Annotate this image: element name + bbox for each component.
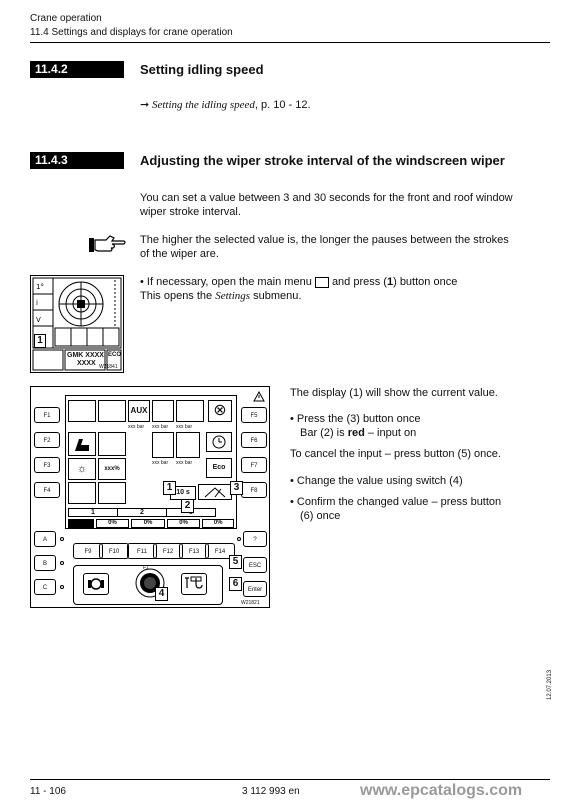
figure-code-large: W21821 bbox=[241, 600, 260, 606]
percent-black-cell bbox=[68, 519, 94, 528]
percent-value-3: 0% bbox=[167, 519, 201, 528]
page-number: 11 - 106 bbox=[30, 786, 66, 797]
svg-text:i: i bbox=[36, 299, 38, 307]
chapter-title: Crane operation bbox=[30, 13, 102, 24]
f9-key[interactable]: F9 bbox=[73, 543, 103, 559]
pressure-readout-3: xxx bar bbox=[176, 424, 193, 430]
section-number-2: 11.4.3 bbox=[30, 152, 124, 169]
callout-6: 6 bbox=[229, 577, 242, 591]
wiper-icon[interactable] bbox=[198, 484, 232, 500]
section-heading-1: Setting idling speed bbox=[140, 62, 264, 77]
key-c[interactable]: C bbox=[34, 579, 56, 595]
f4-key[interactable]: F4 bbox=[34, 482, 60, 498]
percent-button[interactable]: xxx% bbox=[98, 458, 126, 480]
slope-icon[interactable] bbox=[98, 432, 126, 456]
cross-reference[interactable] bbox=[140, 98, 311, 111]
f2-key[interactable]: F2 bbox=[34, 432, 60, 448]
callout-1: 1 bbox=[163, 481, 176, 495]
f13-key[interactable]: F13 bbox=[179, 543, 209, 559]
interval-value: 10 s bbox=[170, 486, 196, 500]
cancel-paragraph: To cancel the input – press button (5) once. bbox=[290, 448, 501, 460]
led-b bbox=[60, 561, 64, 565]
callout-5: 5 bbox=[229, 555, 242, 569]
main-menu-icon bbox=[315, 277, 329, 288]
warning-icon bbox=[253, 391, 265, 402]
step1-paragraph: • If necessary, open the main menu and press (1) button once This opens the Settings submenu. bbox=[140, 276, 458, 302]
hook-icon-1[interactable] bbox=[152, 432, 174, 458]
settings-menu-figure bbox=[30, 275, 124, 373]
change-step: • Change the value using switch (4) bbox=[290, 475, 463, 487]
aux-button[interactable]: AUX bbox=[128, 400, 150, 422]
f11-key[interactable]: F11 bbox=[127, 543, 157, 559]
f5-key[interactable]: F5 bbox=[241, 407, 267, 423]
callout-3: 3 bbox=[230, 481, 243, 495]
dial-label: F1 bbox=[143, 565, 149, 571]
svg-text:1°: 1° bbox=[36, 283, 44, 291]
eco-label-small: ECO bbox=[108, 352, 122, 358]
lighting-icon[interactable]: ☼ bbox=[68, 458, 96, 480]
document-number: 3 112 993 en bbox=[242, 786, 300, 797]
key-a[interactable]: A bbox=[34, 531, 56, 547]
eco-button[interactable]: Eco bbox=[206, 458, 232, 478]
f1-key[interactable]: F1 bbox=[34, 407, 60, 423]
winch-icon[interactable] bbox=[152, 400, 174, 422]
bar-segment-2: 2 bbox=[118, 509, 167, 516]
led-a bbox=[60, 537, 64, 541]
f14-key[interactable]: F14 bbox=[205, 543, 235, 559]
display-screen bbox=[65, 395, 237, 529]
counterweight-icon[interactable] bbox=[98, 400, 126, 422]
camera-button[interactable] bbox=[83, 573, 109, 595]
callout-2: 2 bbox=[181, 499, 194, 513]
arrow-icon: ➞ bbox=[140, 99, 150, 111]
f12-key[interactable]: F12 bbox=[153, 543, 183, 559]
note-paragraph: The higher the selected value is, the longer the pauses between the strokes of the wiper are. bbox=[140, 234, 509, 260]
led-help bbox=[237, 537, 241, 541]
hook-button[interactable] bbox=[181, 573, 207, 595]
percent-value-2: 0% bbox=[131, 519, 165, 528]
boom-icon[interactable] bbox=[176, 400, 204, 422]
gmk-sublabel: XXXX bbox=[77, 360, 96, 367]
f7-key[interactable]: F7 bbox=[241, 457, 267, 473]
percent-value-1: 0% bbox=[96, 519, 130, 528]
pointing-hand-icon bbox=[88, 232, 128, 261]
crane-config-icon[interactable] bbox=[68, 400, 96, 422]
enter-key[interactable]: Enter bbox=[243, 581, 267, 597]
pressure-readout-5: xxx bar bbox=[176, 460, 193, 466]
bar-segment-1: 1 bbox=[69, 509, 118, 516]
section-number-1: 11.4.2 bbox=[30, 61, 124, 78]
press-step: • Press the (3) button once Bar (2) is red – input on bbox=[290, 413, 421, 439]
section-title: 11.4 Settings and displays for crane operation bbox=[30, 27, 233, 38]
svg-text:V: V bbox=[36, 316, 41, 324]
figure-code-small: W21841 bbox=[99, 364, 118, 370]
clock-icon[interactable] bbox=[206, 432, 232, 452]
pressure-readout-2: xxx bar bbox=[152, 424, 169, 430]
camera-icon[interactable] bbox=[68, 482, 96, 504]
control-panel-figure bbox=[30, 386, 270, 608]
section-heading-2: Adjusting the wiper stroke interval of the windscreen wiper bbox=[140, 153, 505, 168]
cancel-icon[interactable]: ⊗ bbox=[208, 400, 232, 422]
led-c bbox=[60, 585, 64, 589]
reference-pages: , p. 10 - 12. bbox=[254, 99, 311, 111]
f6-key[interactable]: F6 bbox=[241, 432, 267, 448]
confirm-step: • Confirm the changed value – press button (6) once bbox=[290, 496, 502, 522]
f3-key[interactable]: F3 bbox=[34, 457, 60, 473]
reference-title: Setting the idling speed bbox=[151, 99, 255, 111]
pressure-readout-4: xxx bar bbox=[152, 460, 169, 466]
watermark: www.epcatalogs.com bbox=[360, 782, 523, 799]
pressure-readout-1: xxx bar bbox=[128, 424, 145, 430]
side-date: 12.07.2013 bbox=[547, 669, 553, 700]
gmk-label: GMK XXXX bbox=[67, 352, 104, 359]
intro-paragraph: You can set a value between 3 and 30 seconds for the front and roof window wiper stroke interval. bbox=[140, 192, 513, 218]
wiper-settings-icon[interactable] bbox=[98, 482, 126, 504]
percent-value-4: 0% bbox=[202, 519, 234, 528]
esc-key[interactable]: ESC bbox=[243, 557, 267, 573]
f8-key[interactable]: F8 bbox=[241, 482, 267, 498]
display-paragraph: The display (1) will show the current value. bbox=[290, 387, 498, 399]
footer-divider bbox=[30, 779, 550, 780]
percent-row bbox=[68, 519, 234, 528]
header-divider bbox=[30, 42, 550, 43]
f10-key[interactable]: F10 bbox=[99, 543, 129, 559]
outrigger-icon[interactable] bbox=[68, 432, 96, 456]
help-key[interactable]: ? bbox=[243, 531, 267, 547]
hook-icon-2[interactable] bbox=[176, 432, 200, 458]
callout-4: 4 bbox=[155, 587, 168, 601]
key-b[interactable]: B bbox=[34, 555, 56, 571]
callout-1-small: 1 bbox=[34, 334, 46, 348]
